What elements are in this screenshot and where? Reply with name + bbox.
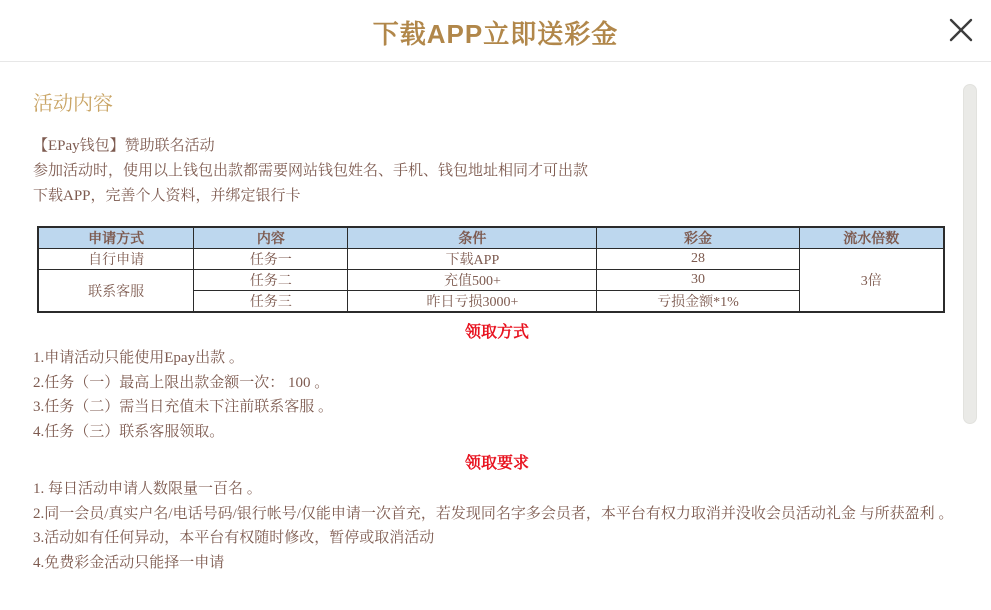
list-item: 2.任务（一）最高上限出款金额一次： 100 。 (33, 374, 330, 391)
activity-intro (33, 134, 961, 209)
claim-method-list (33, 346, 961, 444)
intro-line: 参加活动时，使用以上钱包出款都需要网站钱包姓名、手机、钱包地址相同才可出款 (33, 163, 589, 179)
heading-claim-requirements: 领取要求 (464, 455, 529, 472)
table-header-apply-method: 申请方式 (38, 227, 194, 249)
table-header-condition: 条件 (348, 227, 597, 249)
cell-apply-method-self: 自行申请 (38, 249, 194, 270)
cell-apply-method-service: 联系客服 (38, 270, 194, 313)
section-title-activity-content: 活动内容 (33, 93, 113, 115)
vertical-scrollbar-thumb[interactable] (963, 84, 977, 424)
list-item: 3.活动如有任何异动，本平台有权随时修改，暂停或取消活动 (33, 530, 435, 546)
table-header-row (38, 227, 944, 249)
list-item: 1. 每日活动申请人数限量一百名 。 (33, 481, 262, 497)
heading-claim-method: 领取方式 (464, 324, 529, 341)
close-icon (947, 16, 975, 44)
close-button[interactable] (947, 16, 975, 44)
claim-requirements-list (33, 477, 961, 575)
modal-header (0, 0, 991, 62)
table-header-content: 内容 (194, 227, 348, 249)
cell-condition-3: 昨日亏损3000+ (348, 291, 597, 313)
cell-turnover-multiplier: 3倍 (799, 249, 944, 313)
table-header-bonus: 彩金 (597, 227, 799, 249)
intro-line: 下载APP，完善个人资料，并绑定银行卡 (33, 188, 301, 204)
cell-bonus-2: 30 (597, 270, 799, 291)
modal-content (0, 62, 991, 575)
bonus-table (37, 226, 945, 313)
list-item: 2.同一会员/真实户名/电话号码/银行帐号/仅能申请一次首充，若发现同名字多会员者，本平台有权力取消并没收会员活动礼金 与所获盈利 。 (33, 505, 954, 522)
cell-bonus-1: 28 (597, 249, 799, 270)
list-item: 4.免费彩金活动只能择一申请 (33, 554, 225, 571)
list-item: 1.申请活动只能使用Epay出款 。 (33, 350, 244, 366)
list-item: 3.任务（二）需当日充值未下注前联系客服 。 (33, 399, 334, 415)
cell-task-3: 任务三 (194, 291, 348, 313)
table-row (38, 249, 944, 270)
cell-task-1: 任务一 (194, 249, 348, 270)
list-item: 4.任务（三）联系客服领取。 (33, 423, 225, 440)
cell-bonus-3: 亏损金额*1% (597, 291, 799, 313)
cell-task-2: 任务二 (194, 270, 348, 291)
intro-line: 【EPay钱包】赞助联名活动 (33, 138, 215, 154)
cell-condition-1: 下载APP (348, 249, 597, 270)
table-header-turnover: 流水倍数 (799, 227, 944, 249)
cell-condition-2: 充值500+ (348, 270, 597, 291)
modal-title: 下载APP立即送彩金 (372, 19, 619, 49)
